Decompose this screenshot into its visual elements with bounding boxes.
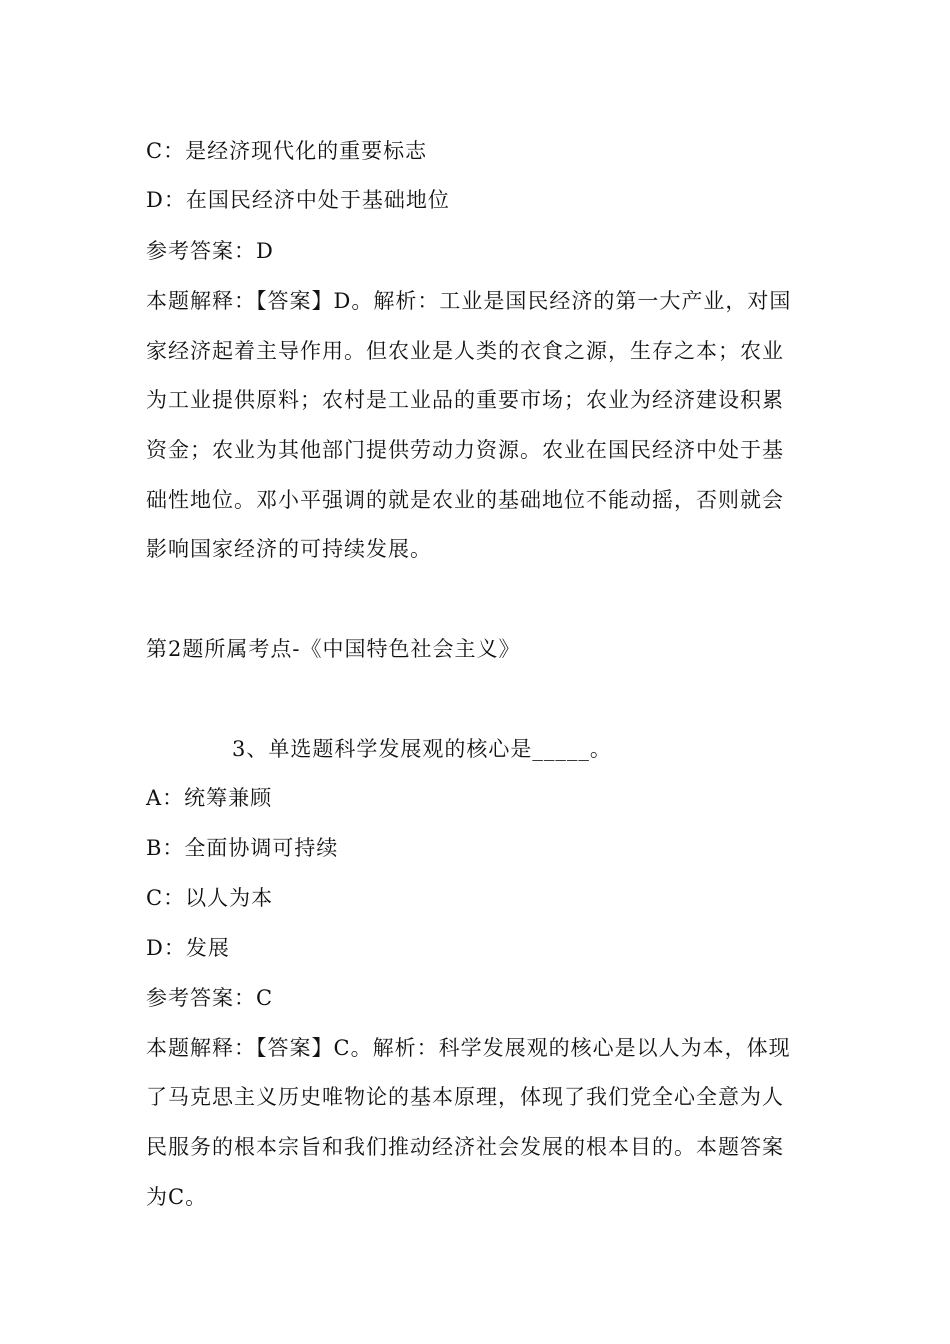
q3-option-c: C：以人为本: [146, 886, 274, 910]
q2-explanation-line: 家经济起着主导作用。但农业是人类的衣食之源，生存之本；农业: [146, 339, 784, 363]
q2-explanation-line: 为工业提供原料；农村是工业品的重要市场；农业为经济建设积累: [146, 388, 784, 412]
q3-explanation-line: 了马克思主义历史唯物论的基本原理，体现了我们党全心全意为人: [146, 1085, 784, 1109]
q2-option-c: C：是经济现代化的重要标志: [146, 139, 428, 163]
q2-option-d: D：在国民经济中处于基础地位: [146, 188, 450, 212]
q2-explanation-line: 影响国家经济的可持续发展。: [146, 537, 432, 561]
q2-topic: 第2题所属考点-《中国特色社会主义》: [146, 637, 521, 661]
q3-explanation-line: 为C。: [146, 1185, 208, 1209]
q3-option-b: B：全面协调可持续: [146, 836, 339, 860]
q2-answer: 参考答案：D: [146, 239, 274, 263]
q3-question: 3、单选题科学发展观的核心是_____。: [232, 737, 612, 761]
q3-option-d: D：发展: [146, 936, 230, 960]
q2-explanation-line: 础性地位。邓小平强调的就是农业的基础地位不能动摇，否则就会: [146, 488, 784, 512]
q3-explanation-line: 民服务的根本宗旨和我们推动经济社会发展的根本目的。本题答案: [146, 1135, 784, 1159]
q3-explanation-line: 本题解释：【答案】C。解析：科学发展观的核心是以人为本，体现: [146, 1036, 791, 1060]
q2-explanation-line: 资金；农业为其他部门提供劳动力资源。农业在国民经济中处于基: [146, 438, 784, 462]
q2-explanation-line: 本题解释：【答案】D。解析：工业是国民经济的第一大产业，对国: [146, 289, 792, 313]
q3-option-a: A：统筹兼顾: [146, 786, 273, 810]
q3-answer: 参考答案：C: [146, 986, 274, 1010]
